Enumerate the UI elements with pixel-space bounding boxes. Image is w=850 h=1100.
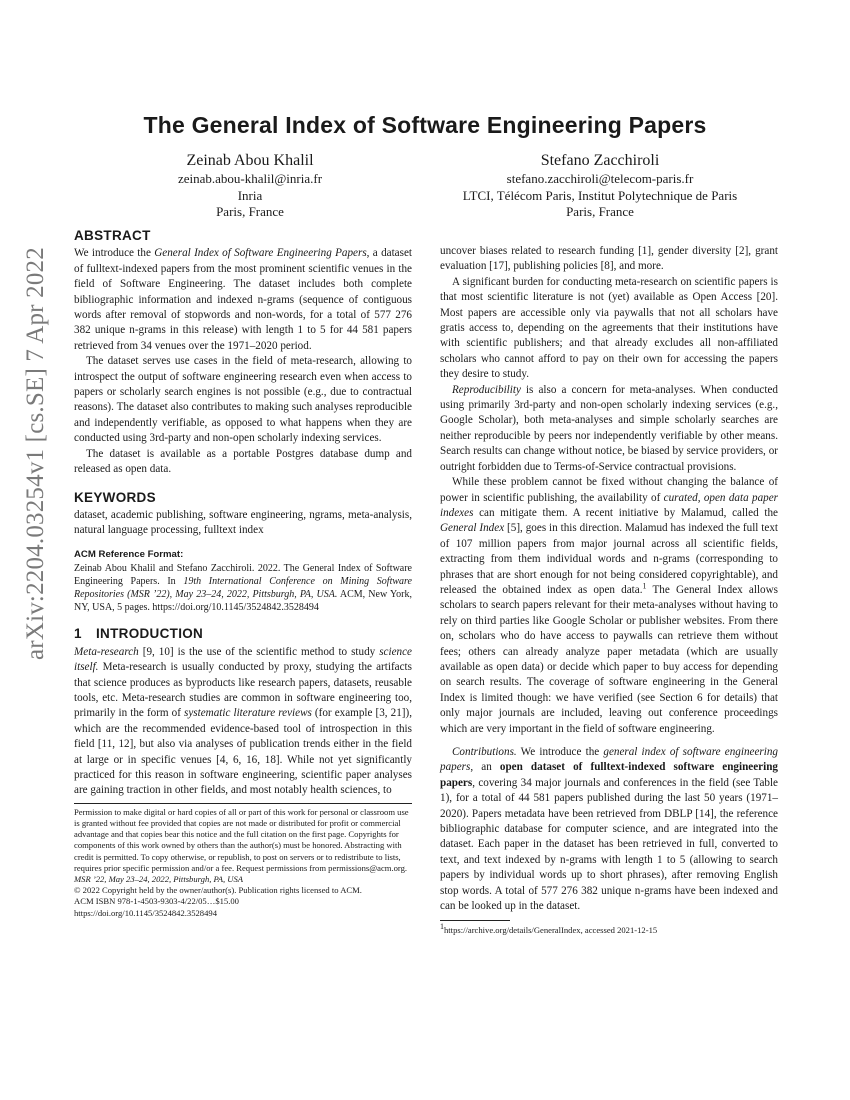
author-name: Stefano Zacchiroli: [540, 152, 660, 169]
text-run: Zeinab Abou Khalil and Stefano Zacchiroli. 2022. The General Index of Software Engineering Papers. In: [74, 563, 412, 587]
author-location: Paris, France: [216, 204, 284, 219]
section-number: 1: [74, 626, 82, 642]
text-run: , a dataset of fulltext-indexed papers from the most prominent scientific venues in the field of Software Engineering. The dataset includes both complete bibliographic information and indexed n-grams (sequence of contiguous words after removal of stopwords and non-words, for a total of 577 276 382 unique n-grams in this release) with length 1 to 5 for 44 581 papers retrieved from 34 venues over the 1971–2020 period.: [74, 247, 412, 352]
introduction-paragraph-1: [74, 645, 412, 799]
acm-reference-heading: ACM Reference Format:: [74, 548, 184, 560]
keywords-heading: KEYWORDS: [74, 489, 156, 505]
footnote-number: 1: [440, 922, 444, 932]
abstract-paragraph-3: The dataset is available as a portable Postgres database dump and released as open data.: [74, 447, 412, 476]
text-emphasis: General Index: [440, 522, 505, 535]
text-run: is also a concern for meta-analyses. When conducted using primarily 3rd-party and non-open scholarly indexing services (e.g., Google Scholar), both meta-analyses and simple scholarly searches are neither reproducible by peers nor independently verifiable by other means. Search results can change without notice, be biased by service providers, or outright forbidden due to Terms-of-Service contractual provisions.: [440, 383, 778, 473]
author-location: Paris, France: [566, 204, 634, 219]
text-emphasis: curated, open data paper indexes: [440, 491, 779, 519]
text-emphasis: systematic literature reviews: [184, 707, 312, 720]
abstract-heading: ABSTRACT: [74, 228, 151, 243]
author-affiliation: Inria: [237, 187, 263, 203]
author-affiliation: LTCI, Télécom Paris, Institut Polytechnique de Paris: [462, 187, 738, 203]
text-run: [9, 10] is the use of the scientific method to study: [138, 645, 380, 658]
intro-paragraph-4: [440, 475, 778, 737]
text-run: While these problem cannot be fixed without changing the balance of power in scientific publishing, the availability of: [440, 476, 778, 504]
intro-paragraph-2: A significant burden for conducting meta-research on scientific papers is that most scientific literature is not (yet) available as Open Access [20]. Most papers are accessible only via paywalls that not all scholars have gratis access to, depending on the agreements that their institutions have with scientific publishers; and that already excludes all non-affiliated scholars who cannot afford to pay on their own for accessing the papers they desire to study.: [440, 275, 778, 381]
text-emphasis: Reproducibility: [452, 383, 521, 396]
text-run: The General Index allows scholars to search papers relevant for their meta-analyses without having to rely on third parties like Google Scholar or publisher websites. From there on, scholars who do have access to paywalls can retrieve them without fees; others can already analyze paper metadata (which are usually available as open data) or decide which paper to buy access for depending on search results. The coverage of software engineering in the General Index is limited though: we have verified (see Section 6 for details) that only major journals are included, leaving out conference proceedings which are very important in the field of software engineering.: [440, 583, 778, 735]
permission-doi[interactable]: https://doi.org/10.1145/3524842.3528494: [74, 907, 217, 918]
footnote-divider: [440, 920, 510, 921]
text-emphasis: MSR ’22, May 23–24, 2022, Pittsburgh, PA, USA: [74, 874, 243, 884]
permission-copyright: © 2022 Copyright held by the owner/author(s). Publication rights licensed to ACM.: [74, 885, 362, 896]
text-run: , covering 34 major journals and conferences in the field (see Table 1), for a total of 44 581 papers published during the last 50 years (1971–2020). Papers metadata have been retrieved from DBLP [14], the reference bibliographic database for computer science, and are integrated into the dataset. Each paper in the dataset has been retrieved in full, converted to text, and text indexed by n-grams with length 1 to 5 (allowing to search papers by individual words up to short phrases), after removing English stop words. A total of 577 276 382 unique n-grams have been indexed and can be looked up in the dataset.: [440, 776, 778, 913]
text-run: ACM, New York, NY, USA, 5 pages. https://doi.org/10.1145/3524842.3528494: [74, 588, 413, 613]
text-run: We introduce the: [74, 247, 155, 260]
text-run: , an: [470, 761, 500, 774]
permission-venue: [74, 874, 412, 885]
permission-isbn: ACM ISBN 978-1-4503-9303-4/22/05…$15.00: [74, 896, 239, 907]
text-run: Meta-research is usually conducted by proxy, studying the artifacts that science produces as byproducts like research papers, datasets, reusable tools, etc. Meta-research studies are common in software engineering too, primarily in the form of: [74, 661, 412, 720]
acm-reference-text: [74, 563, 412, 614]
right-column: [440, 244, 778, 936]
abstract-paragraph-1: [74, 246, 412, 354]
permission-block: [74, 807, 412, 919]
text-emphasis: general index of software engineering papers: [440, 746, 778, 774]
text-run: (for example [3, 21]), which are the recommended evidence-based tool of introspection in this field [11, 12], but also via analyses of publication trends either in the field at large or in specific venues [4, 6, 16, 18]. While not yet significantly practiced for this reason in software engineering, scientific paper analyses are gaining traction in other fields, and most notably health sciences, to: [74, 707, 412, 797]
author-block-2: [420, 151, 780, 221]
contributions-paragraph: [440, 745, 778, 914]
section-title: INTRODUCTION: [96, 626, 204, 642]
permission-text: Permission to make digital or hard copies of all or part of this work for personal or classroom use is granted without fee provided that copies are not made or distributed for profit or commercial advantage and that copies bear this notice and the full citation on the first page. Copyrights for components of this work owned by others than the author(s) must be honored. Abstracting with credit is permitted. To copy otherwise, or republish, to post on servers or to redistribute to lists, requires prior specific permission and/or a fee. Request permissions from permissions@acm.org.: [74, 806, 409, 873]
arxiv-stamp: arXiv:2204.03254v1 [cs.SE] 7 Apr 2022: [22, 247, 49, 660]
text-emphasis: science itself.: [74, 645, 412, 674]
text-emphasis: 19th International Conference on Mining Software Repositories (MSR ’22), May 23–24, 2022, Pittsburgh, PA, USA.: [74, 575, 412, 600]
footnote: [440, 922, 778, 936]
author-email[interactable]: zeinab.abou-khalil@inria.fr: [177, 171, 323, 186]
text-strong: open dataset of fulltext-indexed software engineering papers: [440, 761, 778, 789]
footnote-marker[interactable]: 1: [642, 581, 647, 591]
author-block-1: [70, 151, 430, 221]
intro-paragraph-continued: uncover biases related to research funding [1], gender diversity [2], grant evaluation [17], publishing policies [8], and more.: [440, 245, 778, 273]
permission-divider: [74, 803, 412, 804]
author-name: Zeinab Abou Khalil: [186, 152, 314, 169]
text-emphasis: Contributions.: [452, 746, 517, 758]
paper-title: The General Index of Software Engineering Papers: [143, 112, 707, 138]
text-emphasis: General Index of Software Engineering Papers: [154, 247, 367, 260]
keywords-text: dataset, academic publishing, software engineering, ngrams, meta-analysis, natural language processing, fulltext index: [74, 508, 412, 537]
author-email[interactable]: stefano.zacchiroli@telecom-paris.fr: [506, 171, 694, 186]
text-run: We introduce the: [516, 746, 604, 758]
intro-paragraph-3: [440, 383, 778, 475]
left-column: [74, 228, 412, 919]
introduction-heading: [74, 626, 412, 641]
text-run: [5], goes in this direction. Malamud has indexed the full text of 107 million papers from major journal across all scientific fields, extracting from them individual words and n-grams (corresponding to phrases that are short enough for not being considered copyrightable), and released the obtained index as open data.: [440, 522, 778, 596]
abstract-paragraph-2: The dataset serves use cases in the field of meta-research, allowing to introspect the output of software engineering research even when access to papers or scholarly search engines is not possible (e.g., due to contractual reasons). The dataset also contributes to making such analyses reproducible and independently verifiable, as opposed to what happens when they are conducted using 3rd-party and non-open scholarly indexing services.: [74, 355, 412, 445]
footnote-text[interactable]: https://archive.org/details/GeneralIndex, accessed 2021-12-15: [444, 925, 658, 936]
text-run: can mitigate them. A recent initiative by Malamud, called the: [473, 506, 778, 519]
text-emphasis: Meta-research: [74, 645, 139, 658]
